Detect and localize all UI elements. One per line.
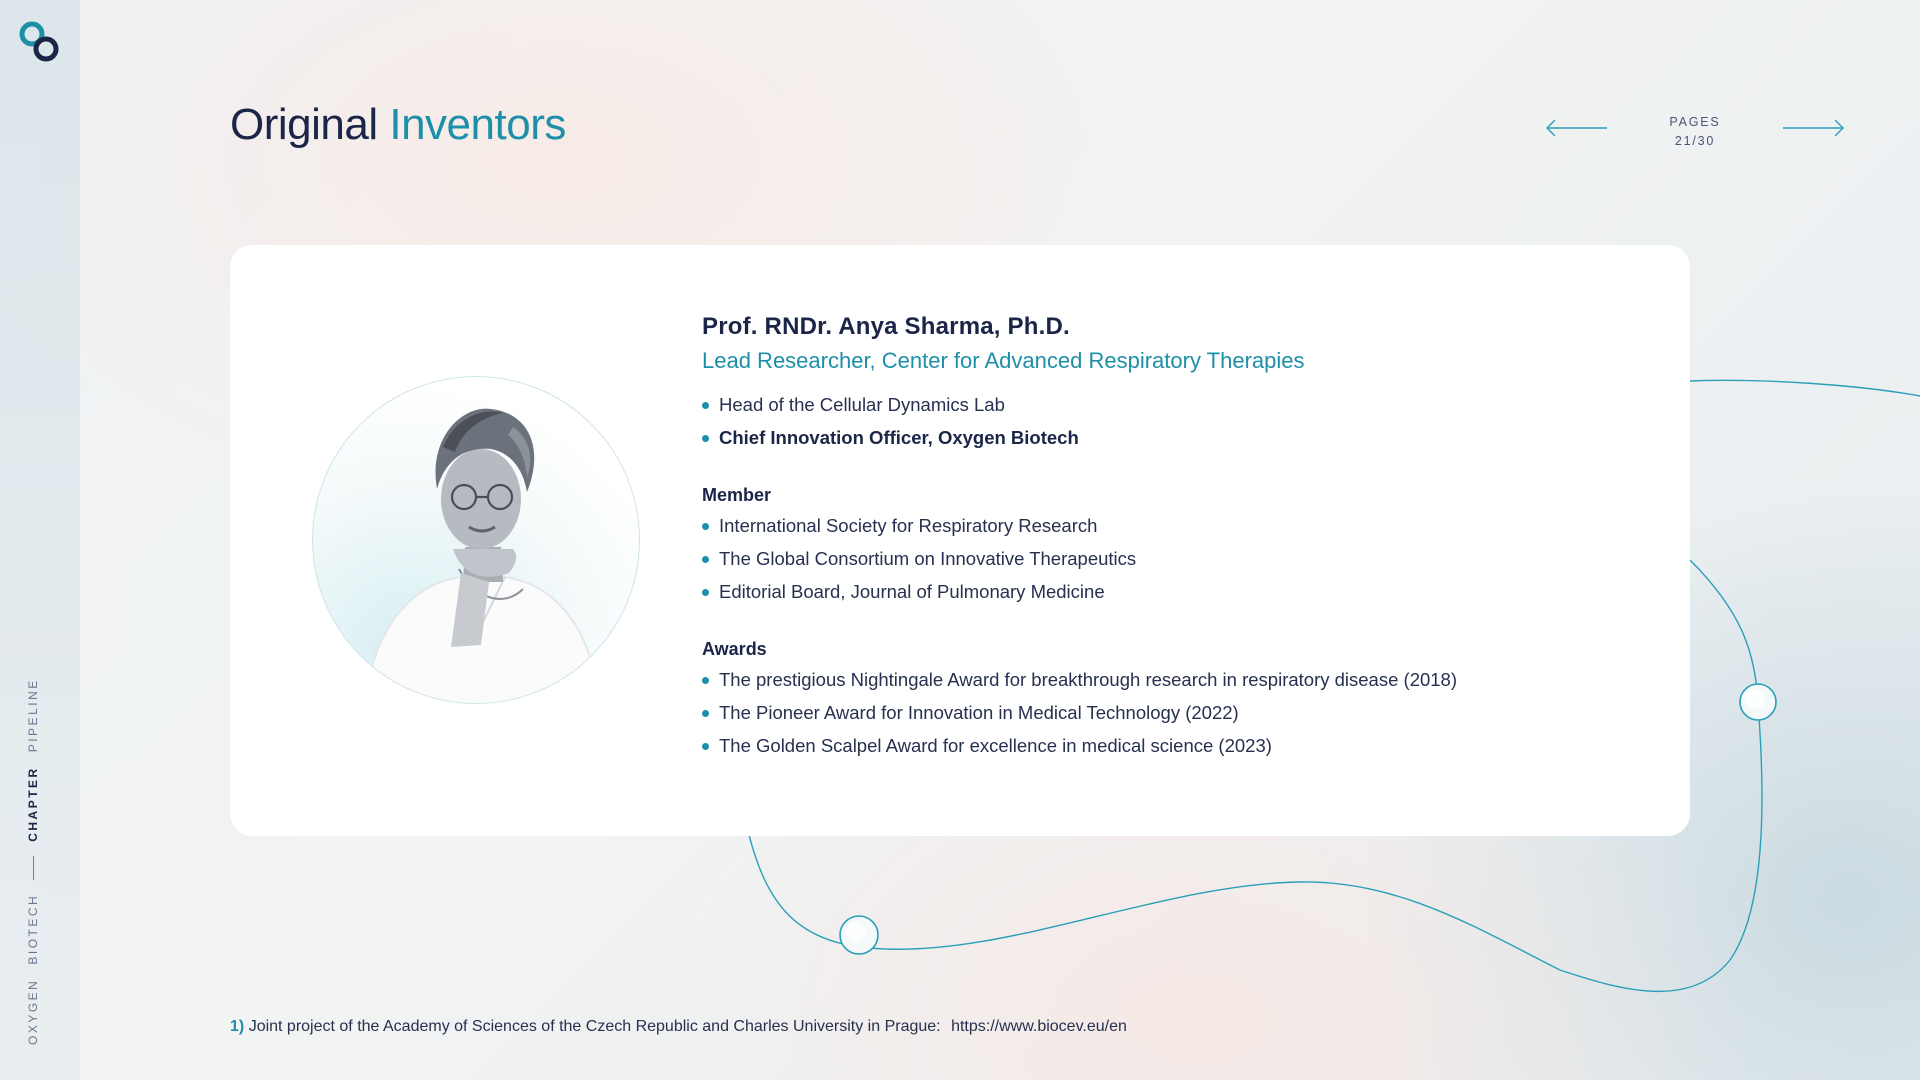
list-item: Chief Innovation Officer, Oxygen Biotech [702,421,1602,454]
profile-role: Lead Researcher, Center for Advanced Respiratory Therapies [702,348,1305,373]
side-nav-chapter[interactable]: CHAPTER [26,766,40,842]
page-indicator [1645,113,1745,151]
member-heading: Member [702,485,772,505]
footnote [230,1018,1127,1036]
page-title-part2: Inventors [389,100,566,149]
page-title [230,100,566,150]
footnote-text: Joint project of the Academy of Sciences of the Czech Republic and Charles University in Prague: [248,1018,941,1035]
pager [1545,110,1845,150]
arrow-left-icon[interactable] [1545,118,1609,138]
side-nav-oxygen[interactable]: OXYGEN [26,978,40,1045]
positions-list [702,388,1602,454]
awards-list [702,663,1602,762]
pages-value: 21/30 [1674,134,1716,148]
profile-name: Prof. RNDr. Anya Sharma, Ph.D. [702,313,1070,340]
curve-node-right [1740,684,1776,720]
pages-label: PAGES [1669,115,1721,129]
member-list [702,509,1602,608]
footnote-link[interactable]: https://www.biocev.eu/en [951,1018,1127,1035]
arrow-right-icon[interactable] [1781,118,1845,138]
side-nav-biotech[interactable]: BIOTECH [26,893,40,965]
list-item: International Society for Respiratory Research [702,509,1602,542]
list-item: The Pioneer Award for Innovation in Medical Technology (2022) [702,696,1602,729]
profile-card [230,245,1690,836]
side-nav-pipeline[interactable]: PIPELINE [26,678,40,753]
list-item: The Global Consortium on Innovative Therapeutics [702,542,1602,575]
page-title-part1: Original [230,100,378,149]
list-item: Editorial Board, Journal of Pulmonary Medicine [702,575,1602,608]
curve-node-bottom [840,916,878,954]
footnote-number: 1) [230,1018,245,1035]
portrait-photo [312,376,640,704]
list-item: The prestigious Nightingale Award for breakthrough research in respiratory disease (2018) [702,663,1602,696]
awards-heading: Awards [702,639,767,659]
profile-info [702,313,1602,762]
list-item: Head of the Cellular Dynamics Lab [702,388,1602,421]
list-item: The Golden Scalpel Award for excellence in medical science (2023) [702,729,1602,762]
